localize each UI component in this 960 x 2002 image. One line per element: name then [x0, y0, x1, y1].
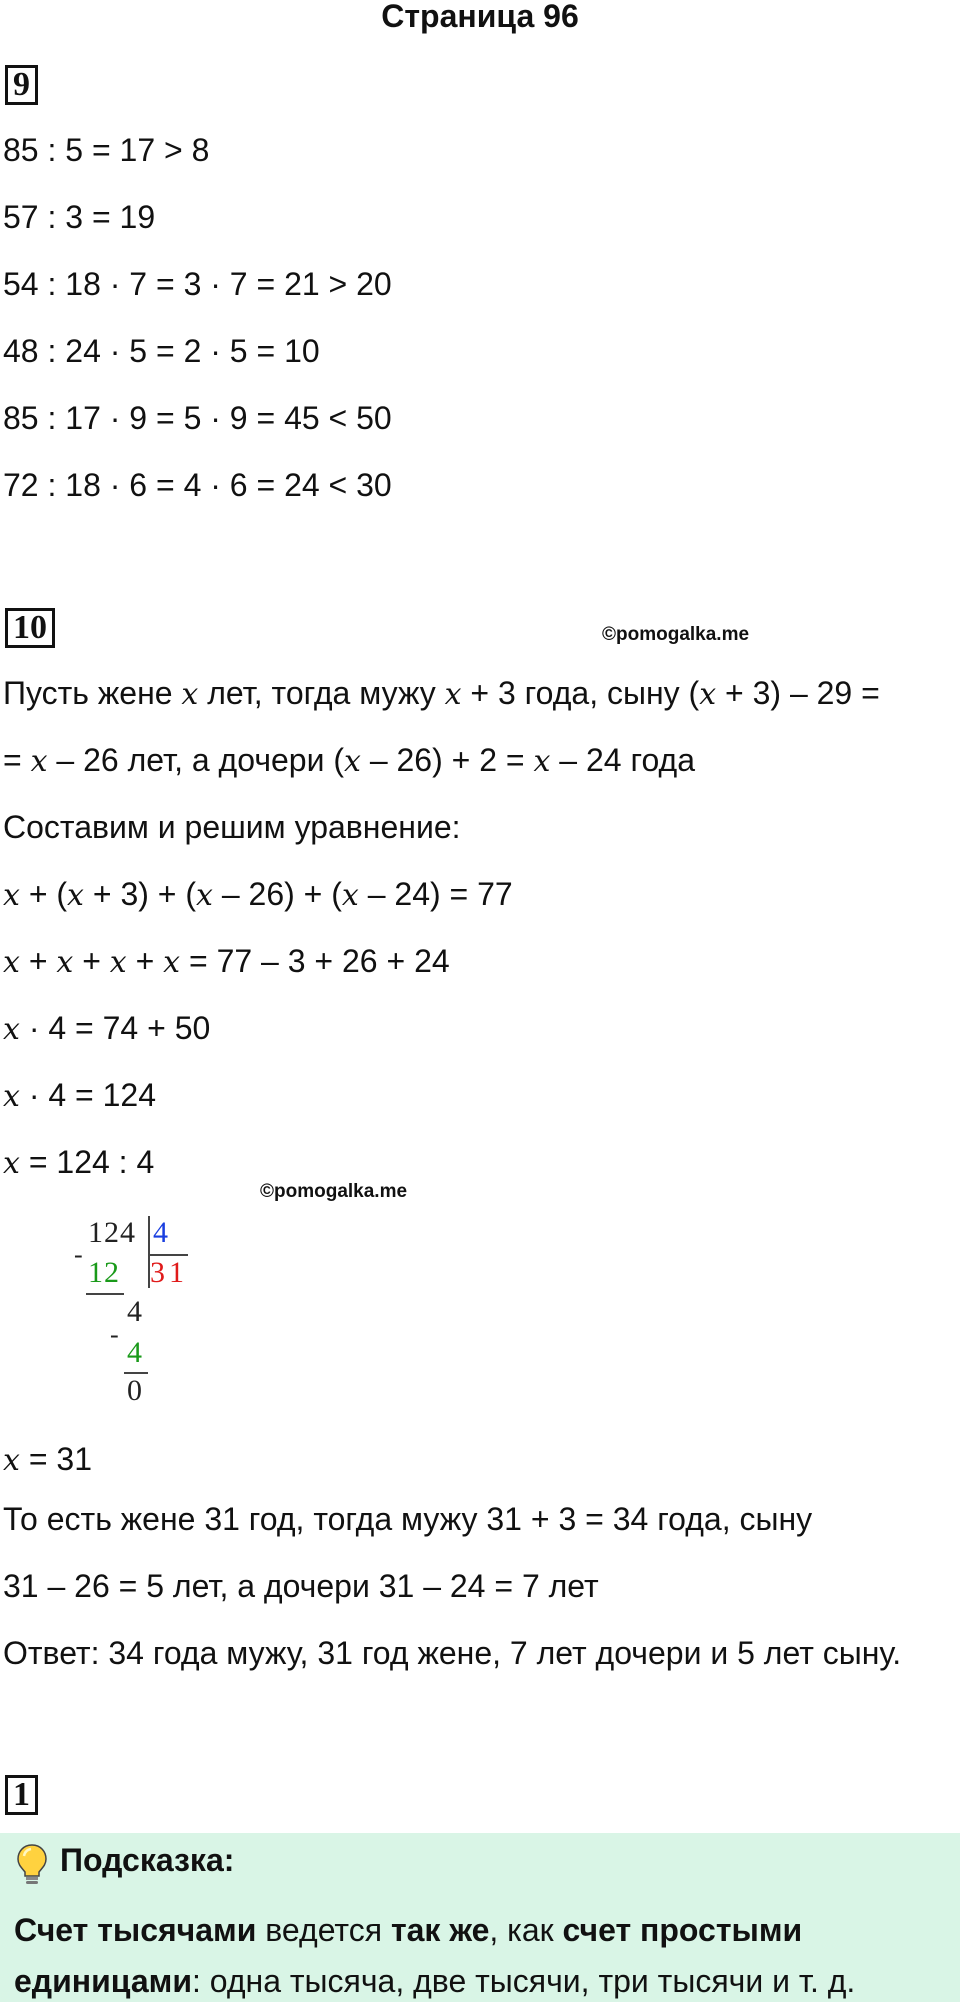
minus-sign-2: - [110, 1320, 119, 1349]
task-9-line-2: 57 : 3 = 19 [3, 199, 156, 235]
task-9-line-3: 54 : 18 · 7 = 3 · 7 = 21 > 20 [3, 266, 392, 302]
task-1-number: 1 [5, 1775, 38, 1815]
task-10-line-3: Составим и решим уравнение: [3, 809, 461, 845]
dividend: 124 [88, 1216, 136, 1249]
task-9-line-1: 85 : 5 = 17 > 8 [3, 132, 210, 168]
subtrahend-1: 12 [88, 1256, 120, 1289]
lightbulb-icon [14, 1842, 50, 1886]
remainder-final: 0 [127, 1374, 142, 1407]
equation-2: x + x + x + x = 77 – 3 + 26 + 24 [3, 943, 450, 980]
task-9-line-6: 72 : 18 · 6 = 4 · 6 = 24 < 30 [3, 467, 392, 503]
watermark-2: ©pomogalka.me [260, 1181, 408, 1202]
hint-title: Подсказка: [60, 1842, 235, 1878]
result-line-1: То есть жене 31 год, тогда мужу 31 + 3 = 34 года, сыну [3, 1501, 813, 1537]
task-10-line-1: Пусть жене x лет, тогда мужу x + 3 года, сыну (x + 3) – 29 = [3, 675, 880, 712]
quotient: 31 [150, 1256, 188, 1289]
equation-1: x + (x + 3) + (x – 26) + (x – 24) = 77 [3, 876, 513, 913]
subtraction-line-1 [86, 1293, 124, 1295]
equation-5: x = 124 : 4 [3, 1144, 155, 1181]
task-9-line-4: 48 : 24 · 5 = 2 · 5 = 10 [3, 333, 320, 369]
hint-text-line-1: Счет тысячами ведется так же, как счет простыми [14, 1912, 803, 1948]
minus-sign-1: - [74, 1240, 83, 1269]
task-9-line-5: 85 : 17 · 9 = 5 · 9 = 45 < 50 [3, 400, 392, 436]
remainder-1: 4 [127, 1295, 142, 1328]
divisor: 4 [153, 1216, 168, 1249]
hint-text-line-2: единицами: одна тысяча, две тысячи, три тысячи и т. д. [14, 1963, 856, 1999]
equation-3: x · 4 = 74 + 50 [3, 1010, 211, 1047]
answer-line: Ответ: 34 года мужу, 31 год жене, 7 лет дочери и 5 лет сыну. [3, 1635, 902, 1671]
answer-x: x = 31 [3, 1441, 92, 1478]
page-title: Страница 96 [381, 0, 579, 34]
equation-4: x · 4 = 124 [3, 1077, 157, 1114]
result-line-2: 31 – 26 = 5 лет, а дочери 31 – 24 = 7 лет [3, 1568, 599, 1604]
subtrahend-2: 4 [127, 1336, 142, 1369]
task-9-number: 9 [5, 65, 38, 105]
watermark: ©pomogalka.me [602, 624, 750, 645]
task-10-number: 10 [5, 608, 55, 648]
task-10-line-2: = x – 26 лет, а дочери (x – 26) + 2 = x – 24 года [3, 742, 695, 779]
